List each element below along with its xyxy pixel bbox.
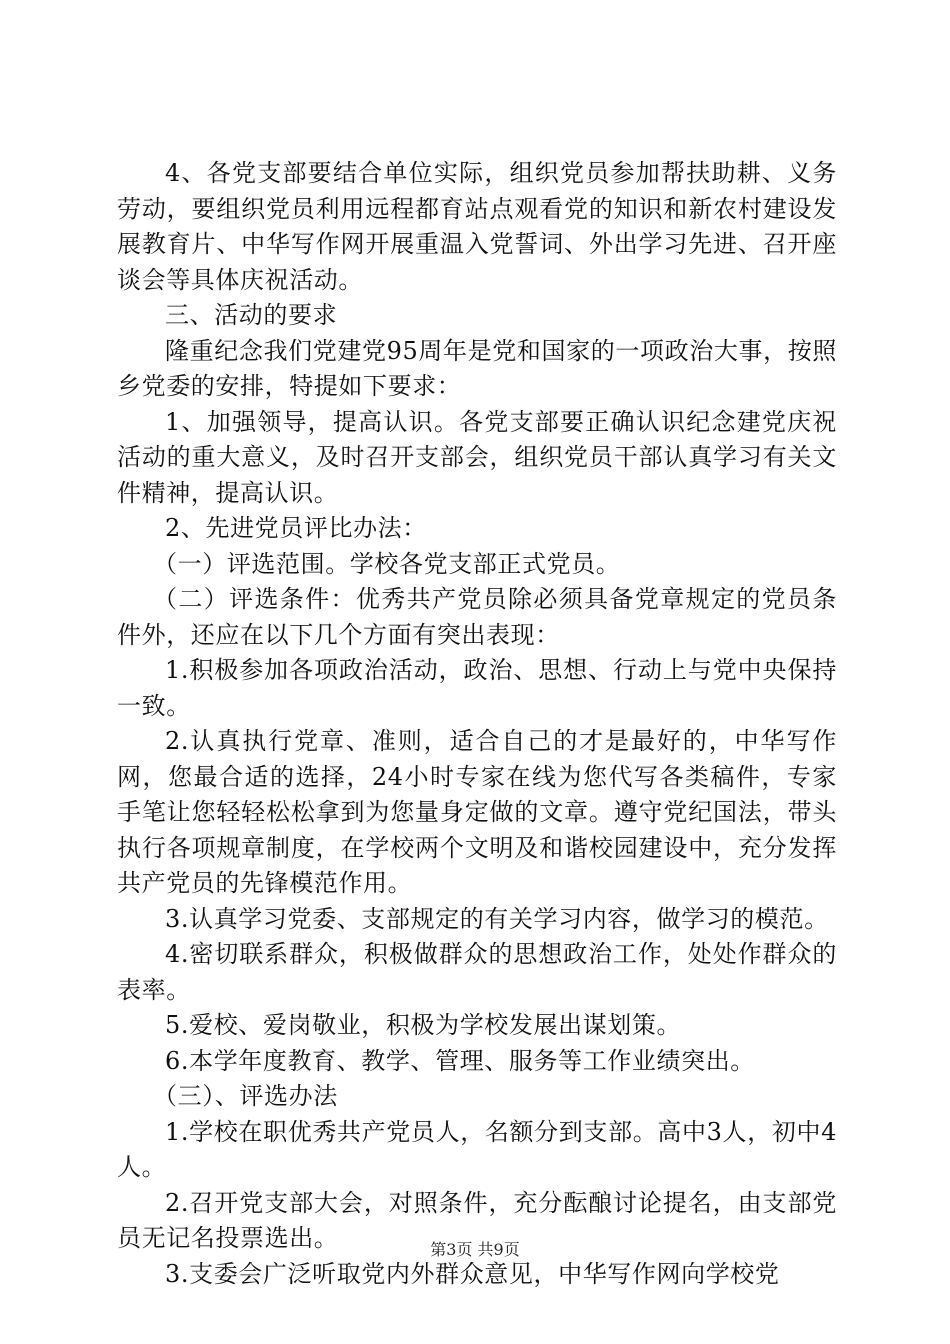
page-footer: 第3页 共9页: [430, 1240, 520, 1259]
paragraph-criterion-4: 4.密切联系群众，积极做群众的思想政治工作，处处作群众的表率。: [117, 940, 837, 1004]
paragraph-method-3: 3.支委会广泛听取党内外群众意见，中华写作网向学校党: [165, 1259, 780, 1288]
section-heading-requirements: 三、活动的要求: [165, 301, 338, 329]
paragraph-intro-requirements: 隆重纪念我们党建党95周年是党和国家的一项政治大事，按照乡党委的安排，特提如下要求：: [117, 336, 837, 400]
paragraph-requirement-2: 2、先进党员评比办法：: [165, 514, 427, 542]
paragraph-method-2: 2.召开党支部大会，对照条件，充分酝酿讨论提名，由支部党员无记名投票选出。: [117, 1188, 837, 1252]
paragraph-criterion-6: 6.本学年度教育、教学、管理、服务等工作业绩突出。: [165, 1046, 755, 1075]
paragraph-criterion-3: 3.认真学习党委、支部规定的有关学习内容，做学习的模范。: [165, 904, 829, 933]
paragraph-selection-scope: （一）评选范围。学校各党支部正式党员。: [153, 549, 621, 578]
paragraph-criterion-5: 5.爱校、爱岗敬业，积极为学校发展出谋划策。: [165, 1011, 682, 1039]
paragraph-criterion-2: 2.认真执行党章、准则，适合自己的才是最好的，中华写作网，您最合适的选择，24小时专家在线为您代写各类稿件，专家手笔让您轻轻松松拿到为您量身定做的文章。遵守党纪国法，带头执行各项规章制度，在学校两个文明及和谐校园建设中，充分发挥共产党员的先锋模范作用。: [117, 727, 837, 897]
paragraph-activity-4: 4、各党支部要结合单位实际，组织党员参加帮扶助耕、义务劳动，要组织党员利用远程都育站点观看党的知识和新农村建设发展教育片、中华写作网开展重温入党誓词、外出学习先进、召开座谈会等具体庆祝活动。: [117, 159, 837, 294]
paragraph-requirement-1: 1、加强领导，提高认识。各党支部要正确认识纪念建党庆祝活动的重大意义，及时召开支部会，组织党员干部认真学习有关文件精神，提高认识。: [117, 407, 837, 507]
paragraph-method-1: 1.学校在职优秀共产党员人，名额分到支部。高中3人，初中4人。: [117, 1117, 837, 1181]
document-body: [117, 156, 837, 1292]
paragraph-selection-method-heading: （三）、评选办法: [153, 1082, 338, 1110]
paragraph-criterion-1: 1.积极参加各项政治活动，政治、思想、行动上与党中央保持一致。: [117, 656, 837, 720]
paragraph-selection-criteria: （二）评选条件：优秀共产党员除必须具备党章规定的党员条件外，还应在以下几个方面有突出表现：: [117, 585, 837, 649]
